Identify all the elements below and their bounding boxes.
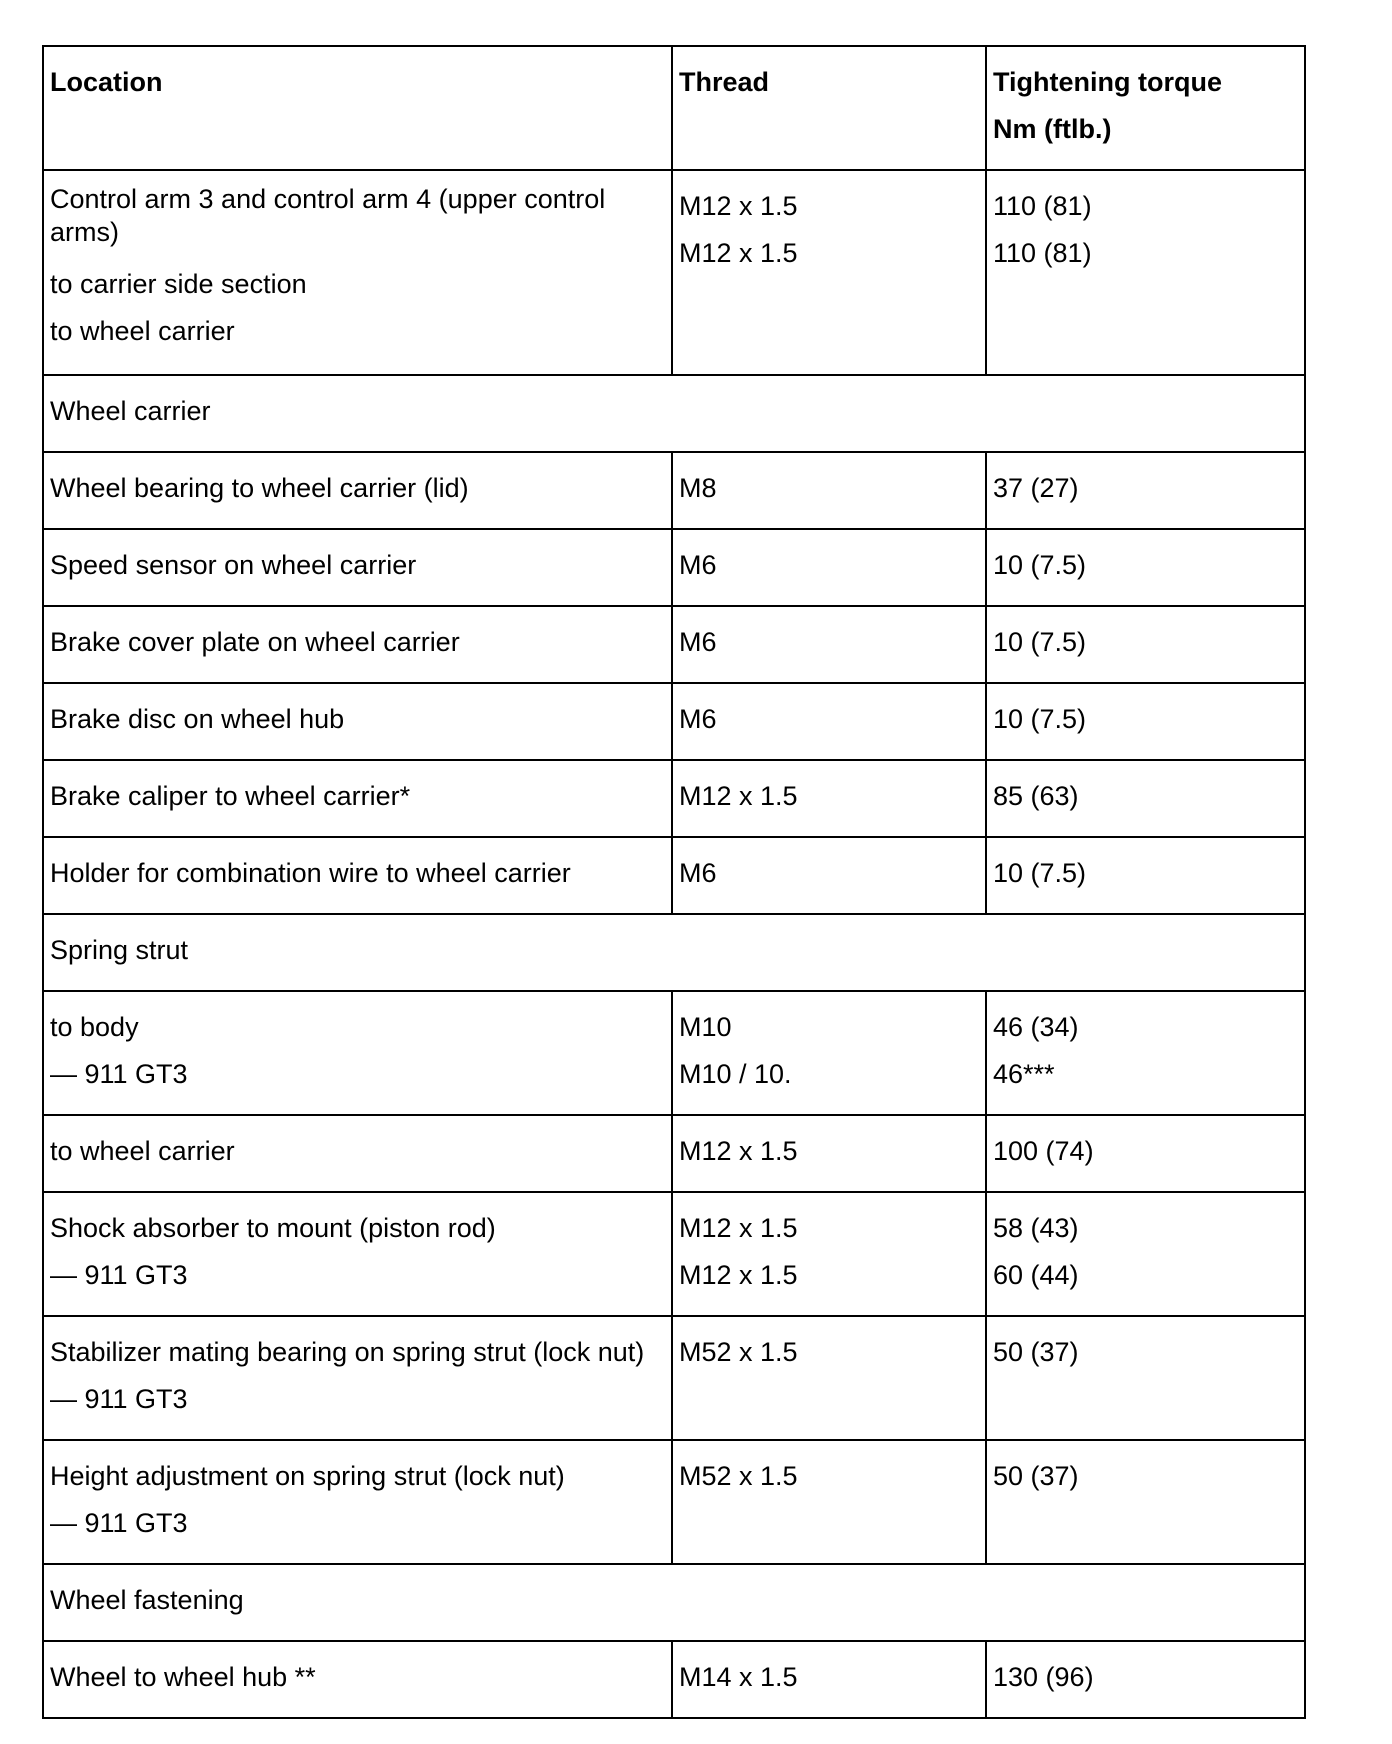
thread-line: M14 x 1.5 bbox=[679, 1662, 798, 1692]
location-cell bbox=[43, 1192, 672, 1316]
thread-line: M8 bbox=[679, 473, 717, 503]
location-line: Control arm 3 and control arm 4 (upper control arms) bbox=[50, 184, 606, 247]
thread-line: M6 bbox=[679, 550, 717, 580]
torque-cell bbox=[986, 1440, 1305, 1564]
location-cell bbox=[43, 1440, 672, 1564]
header-torque-line2: Nm (ftlb.) bbox=[993, 114, 1112, 144]
torque-line: 50 (37) bbox=[993, 1461, 1079, 1491]
torque-line: 85 (63) bbox=[993, 781, 1079, 811]
location-line: — 911 GT3 bbox=[50, 1508, 188, 1538]
thread-cell bbox=[672, 1440, 986, 1564]
table-row bbox=[43, 1115, 1305, 1192]
torque-line: 130 (96) bbox=[993, 1662, 1094, 1692]
location-cell bbox=[43, 683, 672, 760]
torque-line: 10 (7.5) bbox=[993, 550, 1087, 580]
thread-line: M10 / 10. bbox=[679, 1059, 792, 1089]
thread-cell bbox=[672, 529, 986, 606]
thread-cell bbox=[672, 837, 986, 914]
thread-cell bbox=[672, 452, 986, 529]
torque-cell bbox=[986, 683, 1305, 760]
torque-cell bbox=[986, 1115, 1305, 1192]
location-line: Wheel bearing to wheel carrier (lid) bbox=[50, 473, 469, 503]
torque-cell bbox=[986, 529, 1305, 606]
table-row bbox=[43, 1641, 1305, 1718]
location-cell bbox=[43, 529, 672, 606]
torque-cell bbox=[986, 452, 1305, 529]
header-thread: Thread bbox=[672, 46, 986, 170]
thread-line: M6 bbox=[679, 858, 717, 888]
location-line: Brake caliper to wheel carrier* bbox=[50, 781, 411, 811]
thread-line: M12 x 1.5 bbox=[679, 191, 798, 221]
thread-cell bbox=[672, 1115, 986, 1192]
torque-cell bbox=[986, 1192, 1305, 1316]
table-row bbox=[43, 529, 1305, 606]
location-cell bbox=[43, 1115, 672, 1192]
header-location: Location bbox=[43, 46, 672, 170]
thread-line: M12 x 1.5 bbox=[679, 238, 798, 268]
torque-cell bbox=[986, 760, 1305, 837]
section-title: Spring strut bbox=[43, 914, 1305, 991]
thread-cell bbox=[672, 683, 986, 760]
location-cell bbox=[43, 760, 672, 837]
section-title: Wheel fastening bbox=[43, 1564, 1305, 1641]
location-cell bbox=[43, 1316, 672, 1440]
thread-cell bbox=[672, 760, 986, 837]
table-body bbox=[43, 170, 1305, 1718]
location-line: Stabilizer mating bearing on spring strut (lock nut) bbox=[50, 1337, 645, 1367]
thread-line: M6 bbox=[679, 704, 717, 734]
table-row bbox=[43, 606, 1305, 683]
thread-line: M12 x 1.5 bbox=[679, 1260, 798, 1290]
table-row bbox=[43, 837, 1305, 914]
torque-line: 58 (43) bbox=[993, 1213, 1079, 1243]
torque-line: 10 (7.5) bbox=[993, 627, 1087, 657]
table-row bbox=[43, 1440, 1305, 1564]
location-line: Brake cover plate on wheel carrier bbox=[50, 627, 460, 657]
thread-cell bbox=[672, 991, 986, 1115]
table-row bbox=[43, 1192, 1305, 1316]
thread-line: M6 bbox=[679, 627, 717, 657]
torque-line: 10 (7.5) bbox=[993, 858, 1087, 888]
table-row bbox=[43, 1316, 1305, 1440]
table-row bbox=[43, 760, 1305, 837]
torque-cell bbox=[986, 1641, 1305, 1718]
torque-line: 100 (74) bbox=[993, 1136, 1094, 1166]
thread-line: M10 bbox=[679, 1012, 732, 1042]
location-line: — 911 GT3 bbox=[50, 1059, 188, 1089]
thread-cell bbox=[672, 170, 986, 375]
table-row bbox=[43, 170, 1305, 375]
thread-line: M12 x 1.5 bbox=[679, 1213, 798, 1243]
torque-line: 60 (44) bbox=[993, 1260, 1079, 1290]
location-cell bbox=[43, 452, 672, 529]
thread-cell bbox=[672, 1316, 986, 1440]
torque-line: 46 (34) bbox=[993, 1012, 1079, 1042]
header-torque bbox=[986, 46, 1305, 170]
torque-cell bbox=[986, 170, 1305, 375]
table-row bbox=[43, 991, 1305, 1115]
torque-line: 46*** bbox=[993, 1059, 1055, 1089]
torque-line: 37 (27) bbox=[993, 473, 1079, 503]
torque-line: 50 (37) bbox=[993, 1337, 1079, 1367]
torque-line: 10 (7.5) bbox=[993, 704, 1087, 734]
location-line: to carrier side section bbox=[50, 269, 307, 299]
table-row bbox=[43, 452, 1305, 529]
location-cell bbox=[43, 991, 672, 1115]
location-line: to body bbox=[50, 1012, 139, 1042]
section-row bbox=[43, 914, 1305, 991]
thread-line: M12 x 1.5 bbox=[679, 781, 798, 811]
location-line: Shock absorber to mount (piston rod) bbox=[50, 1213, 496, 1243]
location-line: Height adjustment on spring strut (lock nut) bbox=[50, 1461, 565, 1491]
torque-cell bbox=[986, 606, 1305, 683]
torque-cell bbox=[986, 1316, 1305, 1440]
location-cell bbox=[43, 170, 672, 375]
thread-line: M52 x 1.5 bbox=[679, 1461, 798, 1491]
location-cell bbox=[43, 1641, 672, 1718]
section-title: Wheel carrier bbox=[43, 375, 1305, 452]
torque-cell bbox=[986, 991, 1305, 1115]
location-line: Speed sensor on wheel carrier bbox=[50, 550, 417, 580]
torque-line: 110 (81) bbox=[993, 191, 1092, 221]
location-line: Wheel to wheel hub ** bbox=[50, 1662, 316, 1692]
location-line: — 911 GT3 bbox=[50, 1384, 188, 1414]
location-line: to wheel carrier bbox=[50, 1136, 235, 1166]
thread-line: M12 x 1.5 bbox=[679, 1136, 798, 1166]
torque-cell bbox=[986, 837, 1305, 914]
header-row bbox=[43, 46, 1305, 170]
location-line: Holder for combination wire to wheel carrier bbox=[50, 858, 571, 888]
location-cell bbox=[43, 837, 672, 914]
location-cell bbox=[43, 606, 672, 683]
location-line: to wheel carrier bbox=[50, 316, 235, 346]
torque-line: 110 (81) bbox=[993, 238, 1092, 268]
thread-cell bbox=[672, 606, 986, 683]
table-row bbox=[43, 683, 1305, 760]
location-line: — 911 GT3 bbox=[50, 1260, 188, 1290]
location-line: Brake disc on wheel hub bbox=[50, 704, 345, 734]
thread-cell bbox=[672, 1641, 986, 1718]
section-row bbox=[43, 1564, 1305, 1641]
section-row bbox=[43, 375, 1305, 452]
thread-line: M52 x 1.5 bbox=[679, 1337, 798, 1367]
thread-cell bbox=[672, 1192, 986, 1316]
torque-spec-table bbox=[42, 45, 1306, 1719]
header-torque-line1: Tightening torque bbox=[993, 67, 1222, 97]
